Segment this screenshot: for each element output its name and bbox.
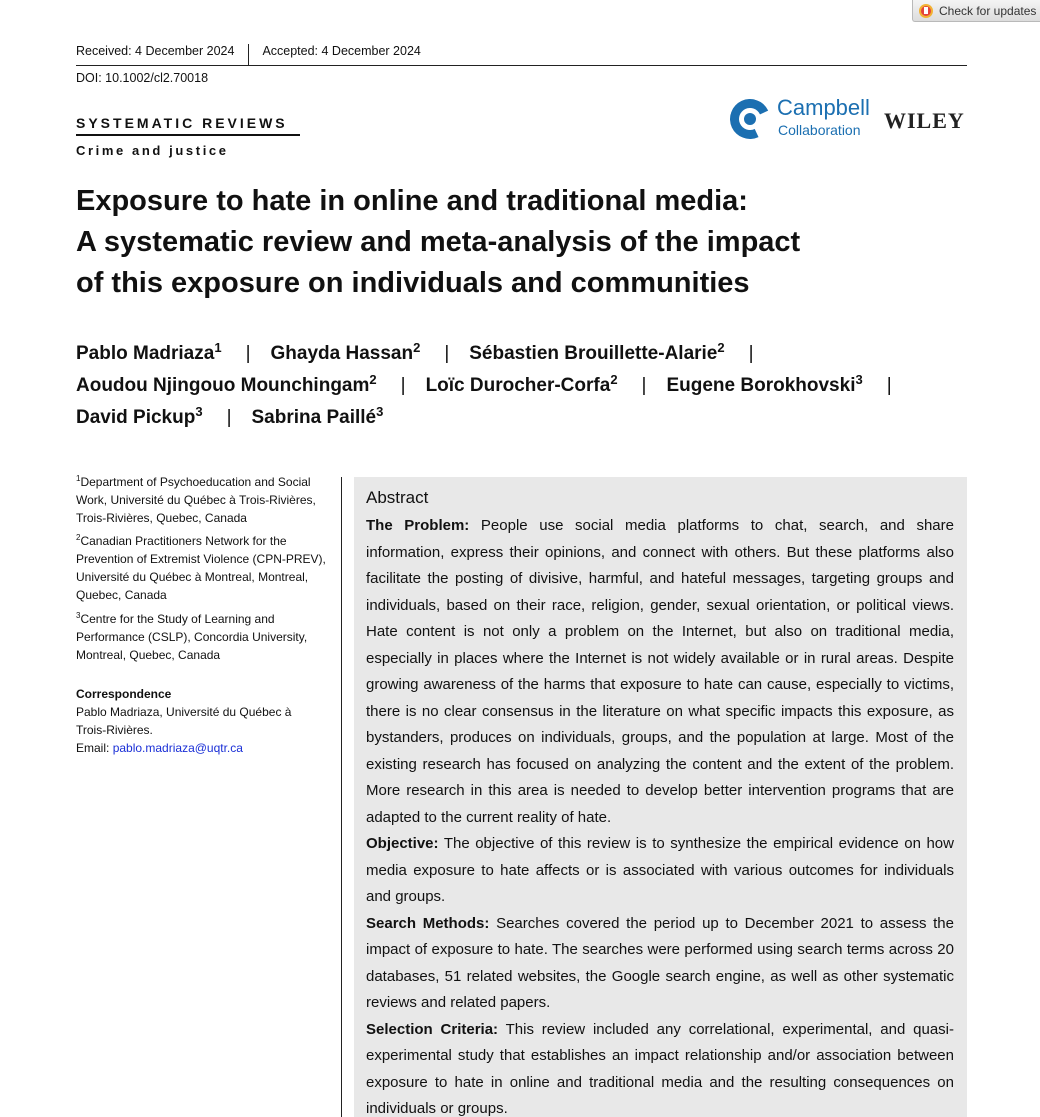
- author-separator: |: [886, 375, 892, 396]
- author-line: [76, 402, 976, 434]
- affiliation-line: Work, Université du Québec à Trois-Rivières,: [76, 493, 316, 507]
- author-name: Pablo Madriaza: [76, 343, 215, 364]
- publisher-logos: [730, 96, 970, 146]
- email-label: Email:: [76, 741, 113, 755]
- affiliation: [76, 473, 338, 527]
- abstract-paragraph: [366, 911, 954, 1017]
- author-affiliation-number: 3: [195, 404, 203, 419]
- author-name: David Pickup: [76, 407, 196, 428]
- affiliation-line: Prevention of Extremist Violence (CPN-PREV),: [76, 552, 326, 566]
- crossmark-icon: [919, 4, 933, 18]
- affiliation-line: Canadian Practitioners Network for the: [80, 534, 287, 548]
- affiliation-line: Centre for the Study of Learning and: [80, 612, 275, 626]
- title-line: Exposure to hate in online and traditional media:: [76, 185, 748, 217]
- affiliation-number: 3: [76, 611, 81, 620]
- abstract-section-label: Objective:: [366, 835, 439, 852]
- received-date: Received: 4 December 2024: [76, 44, 249, 66]
- author-name: Ghayda Hassan: [270, 343, 414, 364]
- author-affiliation-number: 3: [376, 404, 384, 419]
- campbell-logo-dot: [744, 113, 756, 125]
- email-link[interactable]: pablo.madriaza@uqtr.ca: [112, 741, 243, 755]
- doi: DOI: 10.1002/cl2.70018: [76, 71, 209, 85]
- author-affiliation-number: 2: [610, 372, 618, 387]
- accepted-date: Accepted: 4 December 2024: [262, 44, 421, 58]
- abstract-section-text: Searches covered the period up to December 2021 to assess the impact of exposure to hate. The searches were performed using search terms across 20 databases, 51 related websites, the Google search engine, as well as other systematic reviews and related papers.: [366, 914, 954, 1011]
- column-divider: [341, 477, 342, 1117]
- author-separator: |: [400, 375, 406, 396]
- author-affiliation-number: 1: [214, 340, 222, 355]
- wiley-logo: WILEY: [884, 108, 965, 133]
- affiliation-number: 2: [76, 533, 81, 542]
- affiliation-line: Quebec, Canada: [76, 588, 167, 602]
- abstract-heading: Abstract: [366, 488, 429, 507]
- affiliation-line: Université du Québec à Montreal, Montreal,: [76, 570, 309, 584]
- author-separator: |: [641, 375, 647, 396]
- article-title: [76, 181, 896, 304]
- check-for-updates-button[interactable]: [912, 0, 1040, 22]
- collaboration-wordmark: Collaboration: [778, 122, 861, 138]
- abstract-paragraph: [366, 513, 954, 831]
- affiliation-line: Montreal, Quebec, Canada: [76, 648, 221, 662]
- abstract-box: [354, 477, 967, 1117]
- affiliation-number: 1: [76, 474, 81, 483]
- check-for-updates-label: Check for updates: [939, 3, 1037, 18]
- author-name: Loïc Durocher-Corfa: [425, 375, 611, 396]
- section-label: SYSTEMATIC REVIEWS: [76, 115, 300, 136]
- author-list: [76, 338, 976, 434]
- affiliation-line: Trois-Rivières, Quebec, Canada: [76, 511, 247, 525]
- author-name: Aoudou Njingouo Mounchingam: [76, 375, 370, 396]
- author-line: [76, 338, 976, 370]
- campbell-wordmark: Campbell: [777, 95, 870, 120]
- abstract-paragraph: [366, 831, 954, 911]
- author-name: Eugene Borokhovski: [666, 375, 856, 396]
- affiliation-line: Department of Psychoeducation and Social: [80, 475, 311, 489]
- affiliation: [76, 610, 338, 664]
- correspondence-line: Pablo Madriaza, Université du Québec à: [76, 705, 292, 719]
- abstract-section-text: This review included any correlational, experimental, and quasi-experimental study that establishes an impact relationship and/or association between exposure to hate in online and traditional media and the resulting consequences on individuals or groups.: [366, 1020, 955, 1117]
- title-line: A systematic review and meta-analysis of the impact: [76, 226, 801, 258]
- author-name: Sabrina Paillé: [251, 407, 377, 428]
- article-dates: [76, 44, 967, 66]
- title-line: of this exposure on individuals and communities: [76, 267, 750, 299]
- author-affiliation-number: 3: [855, 372, 863, 387]
- author-name: Sébastien Brouillette-Alarie: [469, 343, 718, 364]
- affiliation: [76, 532, 338, 604]
- subsection-label: Crime and justice: [76, 143, 229, 158]
- abstract-section-label: The Problem:: [366, 517, 470, 534]
- author-line: [76, 370, 976, 402]
- affiliation-line: Performance (CSLP), Concordia University,: [76, 630, 308, 644]
- author-separator: |: [748, 343, 754, 364]
- correspondence-line: Trois-Rivières.: [76, 723, 153, 737]
- author-separator: |: [226, 407, 232, 428]
- author-separator: |: [245, 343, 251, 364]
- correspondence-heading: Correspondence: [76, 687, 172, 701]
- author-affiliation-number: 2: [369, 372, 377, 387]
- abstract-section-text: The objective of this review is to synthesize the empirical evidence on how media exposure to hate affects or is associated with various outcomes for individuals and groups.: [366, 835, 954, 905]
- author-affiliation-number: 2: [413, 340, 421, 355]
- abstract-paragraph: [366, 1017, 954, 1117]
- correspondence: [76, 685, 338, 757]
- author-separator: |: [444, 343, 450, 364]
- abstract-section-label: Selection Criteria:: [366, 1020, 499, 1038]
- abstract-section-text: People use social media platforms to chat, search, and share information, express their opinions, and connect with others. But these platforms also facilitate the posting of divisive, harmful, and hateful messages, targeting groups and individuals, based on their race, religion, gender, sexual orientation, or political views. Hate content is not only a problem on the Internet, but also on traditional media, especially in places where the Internet is not widely available or in rural areas. Despite growing awareness of the harms that exposure to hate can cause, especially to victims, there is no clear consensus in the literature on what specific impacts this exposure, as bystanders, produces on individuals, groups, and the population at large. Most of the existing research has focused on analyzing the content and the extent of the problem. More research in this area is needed to develop better intervention programs that are adapted to the current reality of hate.: [366, 517, 954, 826]
- abstract-section-label: Search Methods:: [366, 914, 490, 932]
- author-affiliation-number: 2: [717, 340, 725, 355]
